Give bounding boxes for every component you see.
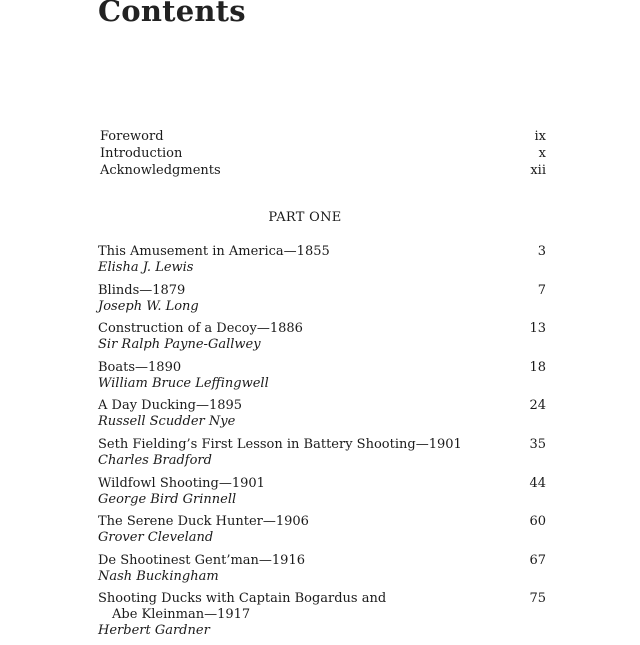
front-matter-item-acknowledgments[interactable]: [100, 162, 546, 179]
entry-author: Grover Cleveland: [98, 530, 214, 546]
front-matter-page: x: [538, 146, 546, 161]
toc-entry[interactable]: [98, 244, 546, 283]
entry-page-number: 60: [529, 514, 546, 530]
entry-page-number: 24: [529, 398, 546, 414]
entry-title: Boats—1890: [98, 359, 182, 375]
entry-author: William Bruce Leffingwell: [98, 375, 269, 391]
entry-author: Charles Bradford: [98, 452, 212, 468]
entry-title: The Serene Duck Hunter—1906: [98, 514, 309, 530]
entry-page-number: 75: [529, 591, 546, 607]
entry-page-number: 18: [529, 359, 546, 375]
entry-author: Joseph W. Long: [98, 298, 199, 314]
toc-entry[interactable]: [98, 398, 546, 437]
toc-entry[interactable]: [98, 514, 546, 553]
front-matter-list: [100, 128, 546, 179]
entry-title: Blinds—1879: [98, 282, 186, 298]
entry-title-line-2: Abe Kleinman—1917: [112, 607, 251, 623]
entry-author: Herbert Gardner: [98, 623, 210, 639]
page-title: Contents: [98, 0, 246, 28]
entry-page-number: 44: [529, 475, 546, 491]
toc-entry[interactable]: [98, 476, 546, 515]
entry-author: Russell Scudder Nye: [98, 414, 236, 430]
entry-page-number: 13: [529, 321, 546, 337]
entry-title: De Shootinest Gent’man—1916: [98, 552, 305, 568]
toc-entry[interactable]: [98, 321, 546, 360]
entry-page-number: 3: [537, 244, 546, 259]
entry-title-line-1: Shooting Ducks with Captain Bogardus and: [98, 591, 387, 607]
entry-title: This Amusement in America—1855: [98, 244, 330, 259]
toc-entry[interactable]: [98, 360, 546, 399]
entry-page-number: 67: [529, 552, 546, 568]
entry-author: Nash Buckingham: [98, 568, 219, 584]
entry-author: Sir Ralph Payne-Gallwey: [98, 337, 261, 353]
front-matter-item-introduction[interactable]: [100, 145, 546, 162]
entry-title: Seth Fielding’s First Lesson in Battery Shooting—1901: [98, 436, 462, 452]
entry-title: A Day Ducking—1895: [98, 398, 243, 414]
entry-author: Elisha J. Lewis: [98, 260, 194, 275]
part-heading: PART ONE: [268, 210, 342, 225]
front-matter-item-foreword[interactable]: [100, 128, 546, 145]
front-matter-page: xii: [530, 163, 546, 178]
toc-entry[interactable]: [98, 437, 546, 476]
entry-author: George Bird Grinnell: [98, 491, 237, 507]
entry-page-number: 7: [537, 282, 546, 298]
entry-title: Construction of a Decoy—1886: [98, 321, 303, 337]
front-matter-label: Introduction: [100, 146, 183, 161]
front-matter-page: ix: [534, 129, 546, 144]
toc-entry[interactable]: [98, 591, 546, 645]
toc-entry[interactable]: [98, 283, 546, 322]
front-matter-label: Acknowledgments: [100, 163, 221, 178]
entry-title: [98, 591, 498, 623]
toc-entry[interactable]: [98, 553, 546, 592]
entry-page-number: 35: [529, 436, 546, 452]
toc-list: [98, 244, 546, 645]
front-matter-label: Foreword: [100, 129, 164, 144]
entry-title: Wildfowl Shooting—1901: [98, 475, 265, 491]
